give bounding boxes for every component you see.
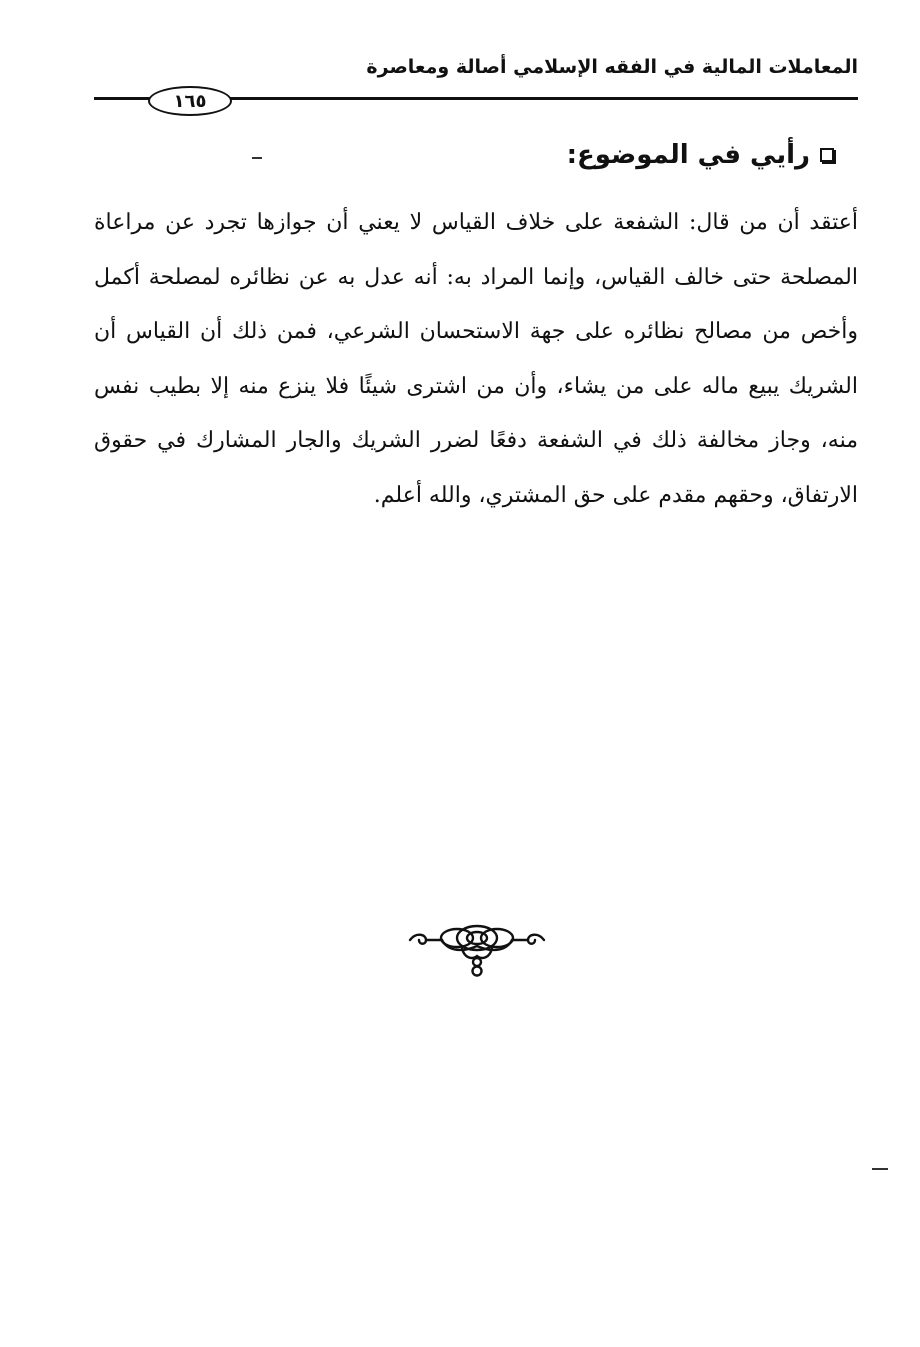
checkbox-icon	[820, 148, 834, 162]
section-heading-text: رأيي في الموضوع:	[566, 140, 810, 170]
running-header-title: المعاملات المالية في الفقه الإسلامي أصالة ومعاصرة	[366, 56, 858, 78]
page-number: ١٦٥	[148, 86, 232, 116]
body-paragraph: أعتقد أن من قال: الشفعة على خلاف القياس لا يعني أن جوازها تجرد عن مراعاة المصلحة حتى خالف القياس، وإنما المراد به: أنه عدل به عن نظائره لمصلحة أكمل وأخص من مصالح نظائره على جهة الاستحسان الشرعي، فمن ذلك أن القياس أن الشريك يبيع ماله على من يشاء، وأن من اشترى شيئًا فلا ينزع منه إلا بطيب نفس منه، وجاز مخالفة ذلك في الشفعة دفعًا لضرر الشريك والجار المشارك في حقوق الارتفاق، وحقهم مقدم على حق المشتري، والله أعلم.	[94, 210, 858, 508]
stray-mark	[252, 157, 262, 159]
edge-mark	[872, 1168, 888, 1170]
ornament-icon	[402, 918, 552, 978]
section-heading	[567, 140, 834, 170]
